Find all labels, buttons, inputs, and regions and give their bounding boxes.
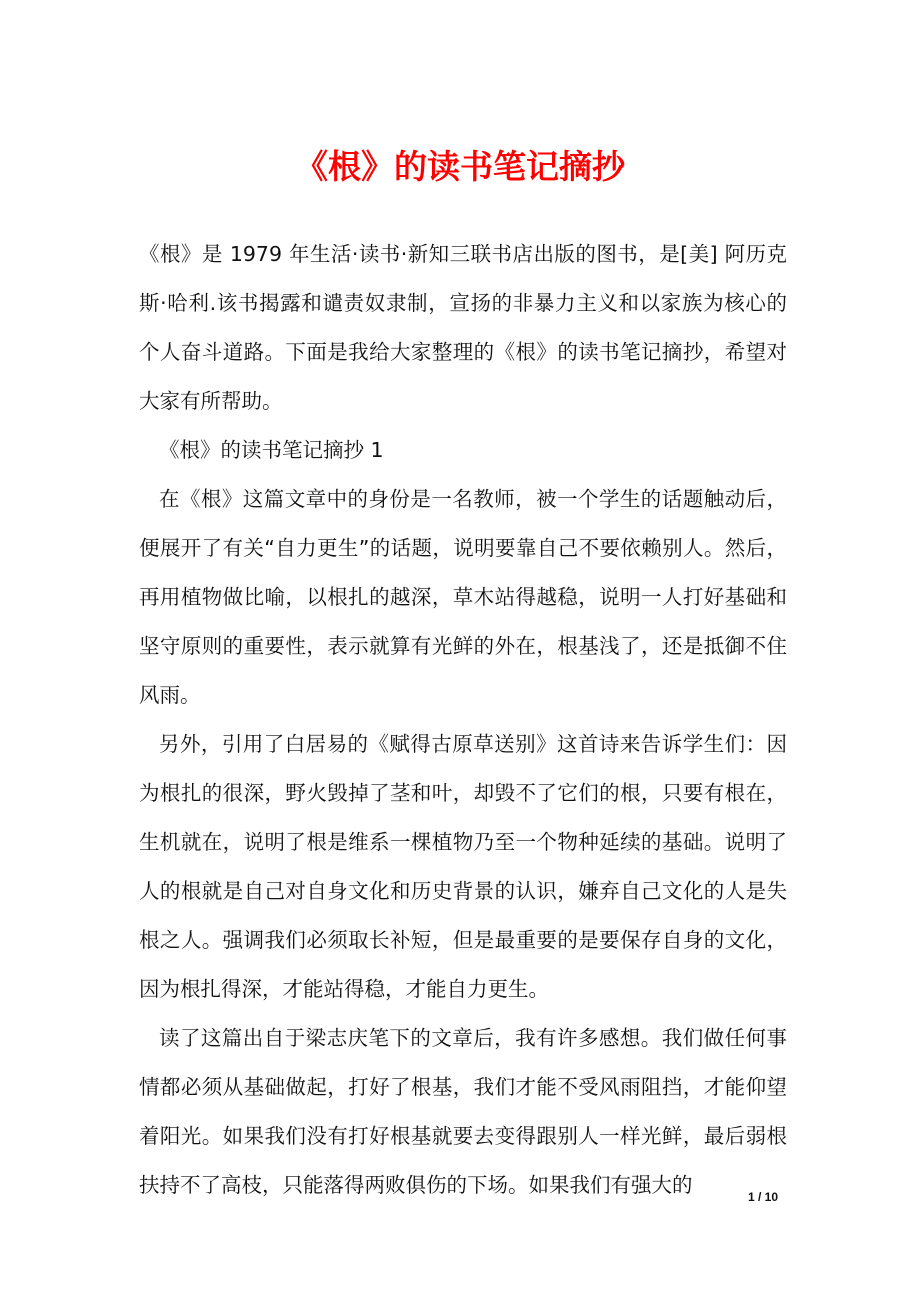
document-title: 《根》的读书笔记摘抄 (295, 147, 625, 186)
section-heading: 《根》的读书笔记摘抄 1 (159, 438, 384, 462)
body-paragraph-2: 另外，引用了白居易的《赋得古原草送别》这首诗来告诉学生们：因为根扎的很深，野火毁掉了茎和叶，却毁不了它们的根，只要有根在，生机就在，说明了根是维系一棵植物乃至一个物种延续的基础。说明了人的根就是自己对自身文化和历史背景的认识，嫌弃自己文化的人是失根之人。强调我们必须取长补短，但是最重要的是要保存自身的文化，因为根扎得深，才能站得稳，才能自力更生。 (139, 732, 787, 1001)
page-number: 1 / 10 (747, 1190, 778, 1204)
intro-paragraph: 《根》是 1979 年生活·读书·新知三联书店出版的图书，是[美] 阿历克斯·哈利.该书揭露和谴责奴隶制，宣扬的非暴力主义和以家族为核心的个人奋斗道路。下面是我给大家整理的《根》的读书笔记摘抄，希望对大家有所帮助。 (139, 242, 787, 413)
document-body (139, 230, 787, 1210)
body-paragraph-1: 在《根》这篇文章中的身份是一名教师，被一个学生的话题触动后，便展开了有关“自力更生”的话题，说明要靠自己不要依赖别人。然后，再用植物做比喻，以根扎的越深，草木站得越稳，说明一人打好基础和坚守原则的重要性，表示就算有光鲜的外在，根基浅了，还是抵御不住风雨。 (139, 487, 787, 707)
body-paragraph-3: 读了这篇出自于梁志庆笔下的文章后，我有许多感想。我们做任何事情都必须从基础做起，打好了根基，我们才能不受风雨阻挡，才能仰望着阳光。如果我们没有打好根基就要去变得跟别人一样光鲜，最后弱根扶持不了高枝，只能落得两败俱伤的下场。如果我们有强大的 (139, 1026, 787, 1197)
